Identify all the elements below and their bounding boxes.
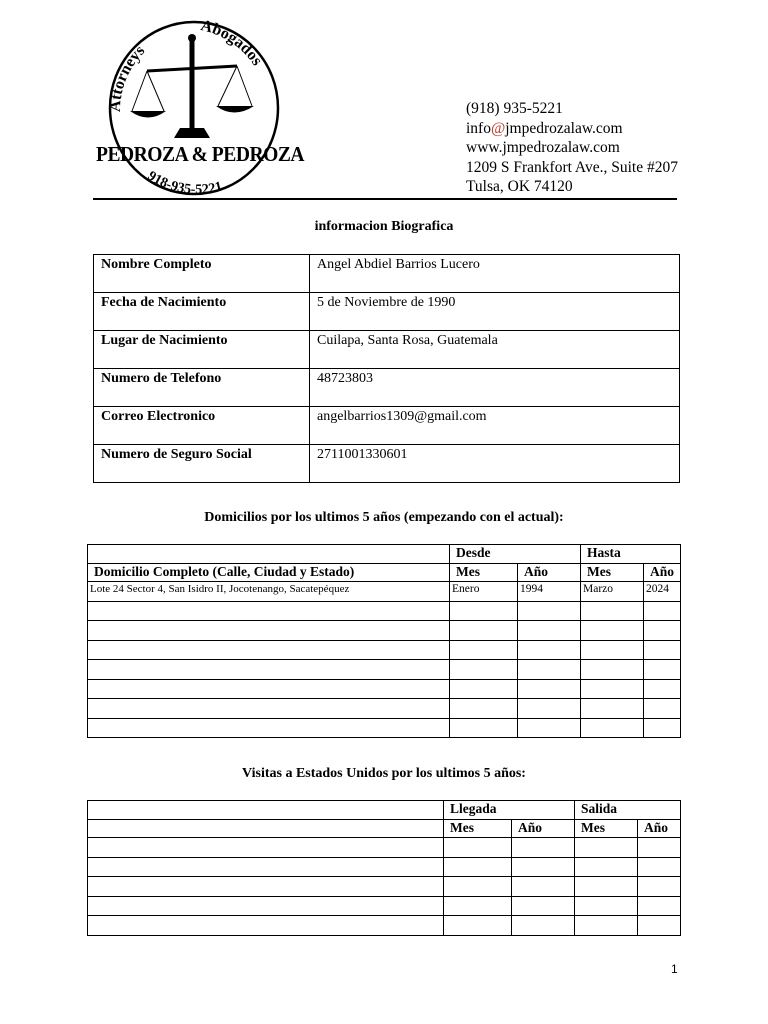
visits-col-departure-month: Mes (575, 819, 638, 838)
visit-row (88, 857, 681, 877)
departure-month-cell[interactable] (575, 857, 638, 877)
firm-logo (92, 16, 305, 200)
logo-arc-left: Attorneys (106, 42, 149, 113)
from-month-cell[interactable] (450, 699, 518, 719)
departure-month-cell[interactable] (575, 838, 638, 858)
address-row (88, 699, 681, 719)
addresses-header-from: Desde (450, 545, 581, 564)
departure-month-cell[interactable] (575, 916, 638, 936)
to-year-cell[interactable] (644, 718, 681, 738)
scales-of-justice-icon (92, 16, 305, 200)
departure-year-cell[interactable] (638, 857, 681, 877)
bio-row (94, 255, 680, 293)
to-month-cell[interactable] (581, 621, 644, 641)
addresses-header-blank (88, 545, 450, 564)
address-cell[interactable] (88, 679, 450, 699)
bio-label: Lugar de Nacimiento (94, 331, 310, 369)
address-cell[interactable]: Lote 24 Sector 4, San Isidro II, Jocotenango, Sacatepéquez (88, 582, 450, 602)
arrival-year-cell[interactable] (512, 896, 575, 916)
to-month-cell[interactable] (581, 660, 644, 680)
visits-col-departure-year: Año (638, 819, 681, 838)
visits-table (87, 800, 681, 936)
visit-row (88, 916, 681, 936)
address-row (88, 718, 681, 738)
to-year-cell[interactable] (644, 679, 681, 699)
svg-text:Attorneys (107, 42, 148, 112)
visits-col-arrival-year: Año (512, 819, 575, 838)
bio-label: Numero de Seguro Social (94, 445, 310, 483)
logo-arc-bottom: 918-935-5221 (144, 168, 224, 198)
visit-note-cell[interactable] (88, 857, 444, 877)
svg-text:918-935-5221 (145, 169, 224, 198)
from-year-cell[interactable] (518, 640, 581, 660)
addresses-title: Domicilios por los ultimos 5 años (empezando con el actual): (204, 510, 564, 525)
departure-year-cell[interactable] (638, 916, 681, 936)
header-divider (93, 198, 677, 200)
email-domain: jmpedrozalaw.com (505, 119, 623, 137)
departure-year-cell[interactable] (638, 877, 681, 897)
bio-label: Fecha de Nacimiento (94, 293, 310, 331)
address-row (88, 679, 681, 699)
address-cell[interactable] (88, 699, 450, 719)
page-number: 1 (671, 962, 678, 976)
departure-year-cell[interactable] (638, 838, 681, 858)
addresses-col-from-month: Mes (450, 563, 518, 582)
bio-row (94, 293, 680, 331)
to-month-cell[interactable]: Marzo (581, 582, 644, 602)
addresses-col-address: Domicilio Completo (Calle, Ciudad y Estado) (88, 563, 450, 582)
addresses-header-to: Hasta (581, 545, 681, 564)
bio-value[interactable]: Cuilapa, Santa Rosa, Guatemala (310, 331, 680, 369)
address-row (88, 621, 681, 641)
address-cell[interactable] (88, 660, 450, 680)
addresses-col-to-year: Año (644, 563, 681, 582)
visits-col-blank (88, 819, 444, 838)
contact-block (466, 99, 678, 197)
contact-phone: (918) 935-5221 (466, 100, 563, 117)
bio-table (93, 254, 680, 483)
address-row (88, 640, 681, 660)
visit-row (88, 877, 681, 897)
address-cell[interactable] (88, 718, 450, 738)
visit-note-cell[interactable] (88, 877, 444, 897)
visit-note-cell[interactable] (88, 916, 444, 936)
addresses-col-to-month: Mes (581, 563, 644, 582)
bio-label: Numero de Telefono (94, 369, 310, 407)
visits-col-arrival-month: Mes (444, 819, 512, 838)
contact-website[interactable]: www.jmpedrozalaw.com (466, 139, 620, 156)
contact-address-line1: 1209 S Frankfort Ave., Suite #207 (466, 158, 678, 176)
bio-value[interactable]: 5 de Noviembre de 1990 (310, 293, 680, 331)
from-year-cell[interactable] (518, 718, 581, 738)
email-at-sign: @ (490, 119, 506, 137)
bio-value[interactable]: angelbarrios1309@gmail.com (310, 407, 680, 445)
visits-header-blank (88, 801, 444, 820)
address-row (88, 582, 681, 602)
bio-label: Nombre Completo (94, 255, 310, 293)
visits-title: Visitas a Estados Unidos por los ultimos 5 años: (242, 766, 526, 781)
address-cell[interactable] (88, 640, 450, 660)
visit-row (88, 838, 681, 858)
to-year-cell[interactable] (644, 601, 681, 621)
bio-row (94, 369, 680, 407)
visit-row (88, 896, 681, 916)
bio-label: Correo Electronico (94, 407, 310, 445)
bio-row (94, 331, 680, 369)
to-month-cell[interactable] (581, 699, 644, 719)
bio-row (94, 445, 680, 483)
from-month-cell[interactable] (450, 601, 518, 621)
from-month-cell[interactable] (450, 718, 518, 738)
to-month-cell[interactable] (581, 601, 644, 621)
bio-title: informacion Biografica (314, 219, 454, 234)
to-month-cell[interactable] (581, 718, 644, 738)
address-cell[interactable] (88, 601, 450, 621)
arrival-month-cell[interactable] (444, 877, 512, 897)
from-month-cell[interactable]: Enero (450, 582, 518, 602)
logo-arc-right: Abogados (199, 17, 266, 69)
to-year-cell[interactable] (644, 621, 681, 641)
arrival-year-cell[interactable] (512, 916, 575, 936)
arrival-month-cell[interactable] (444, 838, 512, 858)
arrival-month-cell[interactable] (444, 857, 512, 877)
departure-month-cell[interactable] (575, 896, 638, 916)
from-month-cell[interactable] (450, 660, 518, 680)
arrival-year-cell[interactable] (512, 838, 575, 858)
departure-month-cell[interactable] (575, 877, 638, 897)
from-month-cell[interactable] (450, 621, 518, 641)
contact-email[interactable] (466, 119, 678, 139)
svg-text:Abogados (199, 17, 265, 69)
email-user: info (466, 119, 491, 137)
address-cell[interactable] (88, 621, 450, 641)
address-row (88, 660, 681, 680)
addresses-col-from-year: Año (518, 563, 581, 582)
from-month-cell[interactable] (450, 679, 518, 699)
visit-note-cell[interactable] (88, 838, 444, 858)
to-month-cell[interactable] (581, 640, 644, 660)
to-year-cell[interactable]: 2024 (644, 582, 681, 602)
contact-address-line2: Tulsa, OK 74120 (466, 178, 573, 195)
from-year-cell[interactable] (518, 699, 581, 719)
from-year-cell[interactable] (518, 679, 581, 699)
bio-value[interactable]: Angel Abdiel Barrios Lucero (310, 255, 680, 293)
from-year-cell[interactable] (518, 621, 581, 641)
visits-header-departure: Salida (575, 801, 681, 820)
from-year-cell[interactable] (518, 660, 581, 680)
bio-value[interactable]: 48723803 (310, 369, 680, 407)
to-year-cell[interactable] (644, 699, 681, 719)
to-month-cell[interactable] (581, 679, 644, 699)
from-year-cell[interactable]: 1994 (518, 582, 581, 602)
arrival-month-cell[interactable] (444, 896, 512, 916)
arrival-month-cell[interactable] (444, 916, 512, 936)
from-month-cell[interactable] (450, 640, 518, 660)
visit-note-cell[interactable] (88, 896, 444, 916)
arrival-year-cell[interactable] (512, 877, 575, 897)
to-year-cell[interactable] (644, 660, 681, 680)
arrival-year-cell[interactable] (512, 857, 575, 877)
address-row (88, 601, 681, 621)
visits-header-arrival: Llegada (444, 801, 575, 820)
bio-row (94, 407, 680, 445)
addresses-table (87, 544, 681, 738)
departure-year-cell[interactable] (638, 896, 681, 916)
from-year-cell[interactable] (518, 601, 581, 621)
to-year-cell[interactable] (644, 640, 681, 660)
bio-value[interactable]: 2711001330601 (310, 445, 680, 483)
firm-name: PEDROZA & PEDROZA (96, 142, 305, 166)
